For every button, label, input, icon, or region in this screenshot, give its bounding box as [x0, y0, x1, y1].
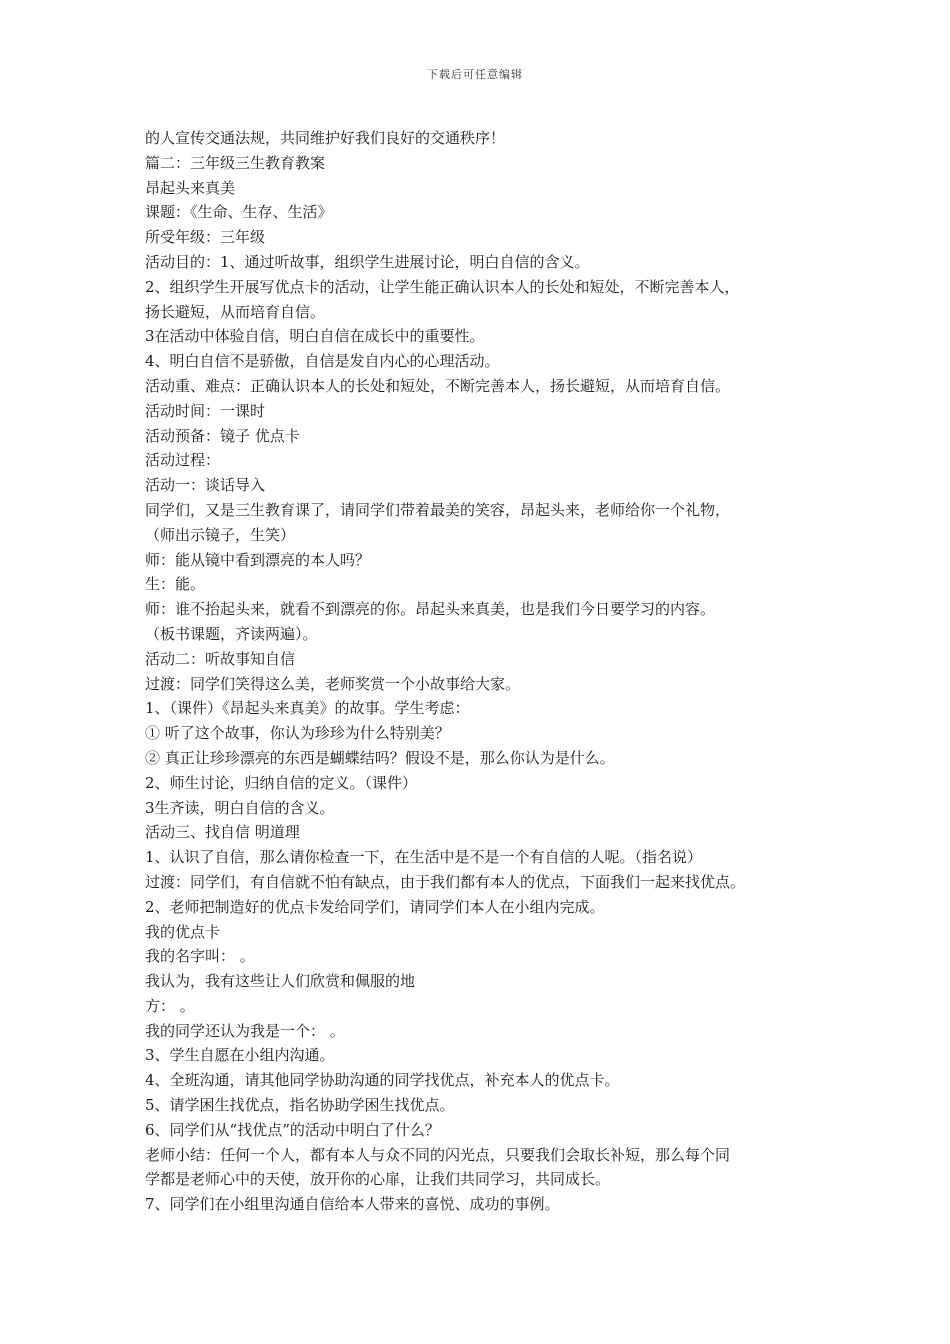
- text-line: 生：能。: [145, 575, 206, 594]
- page-header: 下载后可任意编辑: [427, 68, 523, 81]
- text-line: 师：能从镜中看到漂亮的本人吗？: [145, 550, 371, 569]
- document-body: [145, 126, 835, 1217]
- text-line: 活动时间：一课时: [145, 401, 266, 420]
- text-line: 学都是老师心中的天使，放开你的心扉，让我们共同学习，共同成长。: [145, 1170, 611, 1189]
- text-line: ① 听了这个故事，你认为珍珍为什么特别美？: [145, 724, 450, 743]
- text-line: 我的名字叫： 。: [145, 947, 255, 966]
- text-line: 扬长避短，从而培育自信。: [145, 302, 326, 321]
- text-line: 3生齐读，明白自信的含义。: [145, 798, 335, 817]
- text-line: 活动三、找自信 明道理: [145, 823, 300, 842]
- text-line: 2、师生讨论，归纳自信的定义。（课件）: [145, 773, 418, 792]
- text-line: 我的同学还认为我是一个： 。: [145, 1021, 345, 1040]
- text-line: 过渡：同学们笑得这么美，老师奖赏一个小故事给大家。: [145, 674, 521, 693]
- text-line: 2、老师把制造好的优点卡发给同学们，请同学们本人在小组内完成。: [145, 897, 605, 916]
- text-line: 3、学生自愿在小组内沟通。: [145, 1046, 335, 1065]
- text-line: 7、同学们在小组里沟通自信给本人带来的喜悦、成功的事例。: [145, 1195, 560, 1214]
- text-line: 活动目的：1、通过听故事，组织学生进展讨论，明白自信的含义。: [145, 252, 590, 271]
- text-line: 2、组织学生开展写优点卡的活动，让学生能正确认识本人的长处和短处，不断完善本人，: [145, 277, 740, 296]
- text-line: （师出示镜子，生笑）: [145, 525, 296, 544]
- text-line: 过渡：同学们，有自信就不怕有缺点，由于我们都有本人的优点，下面我们一起来找优点。: [145, 872, 746, 891]
- text-line: 课题：《生命、生存、生活》: [145, 203, 333, 222]
- text-line: 同学们，又是三生教育课了，请同学们带着最美的笑容，昂起头来，老师给你一个礼物，: [145, 500, 731, 519]
- text-line: 所受年级：三年级: [145, 228, 266, 247]
- text-line: 1、认识了自信，那么请你检查一下，在生活中是不是一个有自信的人呢。（指名说）: [145, 848, 703, 867]
- text-line: 4、明白自信不是骄傲，自信是发自内心的心理活动。: [145, 352, 500, 371]
- text-line: ② 真正让珍珍漂亮的东西是蝴蝶结吗？假设不是，那么你认为是什么。: [145, 748, 615, 767]
- text-line: 的人宣传交通法规，共同维护好我们良好的交通秩序！: [145, 129, 506, 147]
- lesson-title: 昂起头来真美: [145, 178, 236, 197]
- text-line: 师：谁不抬起头来，就看不到漂亮的你。昂起头来真美，也是我们今日要学习的内容。: [145, 600, 716, 619]
- text-line: 方： 。: [145, 996, 195, 1015]
- text-line: 活动一：谈话导入: [145, 476, 266, 495]
- text-line: 我认为，我有这些让人们欣赏和佩服的地: [145, 972, 416, 991]
- text-line: 活动重、难点：正确认识本人的长处和短处，不断完善本人，扬长避短，从而培育自信。: [145, 376, 731, 395]
- text-line: （板书课题，齐读两遍）。: [145, 624, 318, 643]
- text-line: 1、（课件）《昂起头来真美》的故事。学生考虑：: [145, 699, 470, 718]
- text-line: 5、请学困生找优点，指名协助学困生找优点。: [145, 1096, 455, 1115]
- text-line: 活动过程：: [145, 451, 221, 470]
- text-line: 6、同学们从“找优点”的活动中明白了什么？: [145, 1120, 440, 1139]
- section-title: 篇二：三年级三生教育教案: [145, 153, 326, 172]
- text-line: 活动预备：镜子 优点卡: [145, 426, 300, 445]
- text-line: 老师小结：任何一个人，都有本人与众不同的闪光点，只要我们会取长补短，那么每个同: [145, 1145, 731, 1164]
- text-line: 活动二：听故事知自信: [145, 649, 296, 668]
- text-line: 3在活动中体验自信，明白自信在成长中的重要性。: [145, 327, 485, 346]
- text-line: 我的优点卡: [145, 922, 221, 941]
- text-line: 4、全班沟通，请其他同学协助沟通的同学找优点，补充本人的优点卡。: [145, 1071, 620, 1090]
